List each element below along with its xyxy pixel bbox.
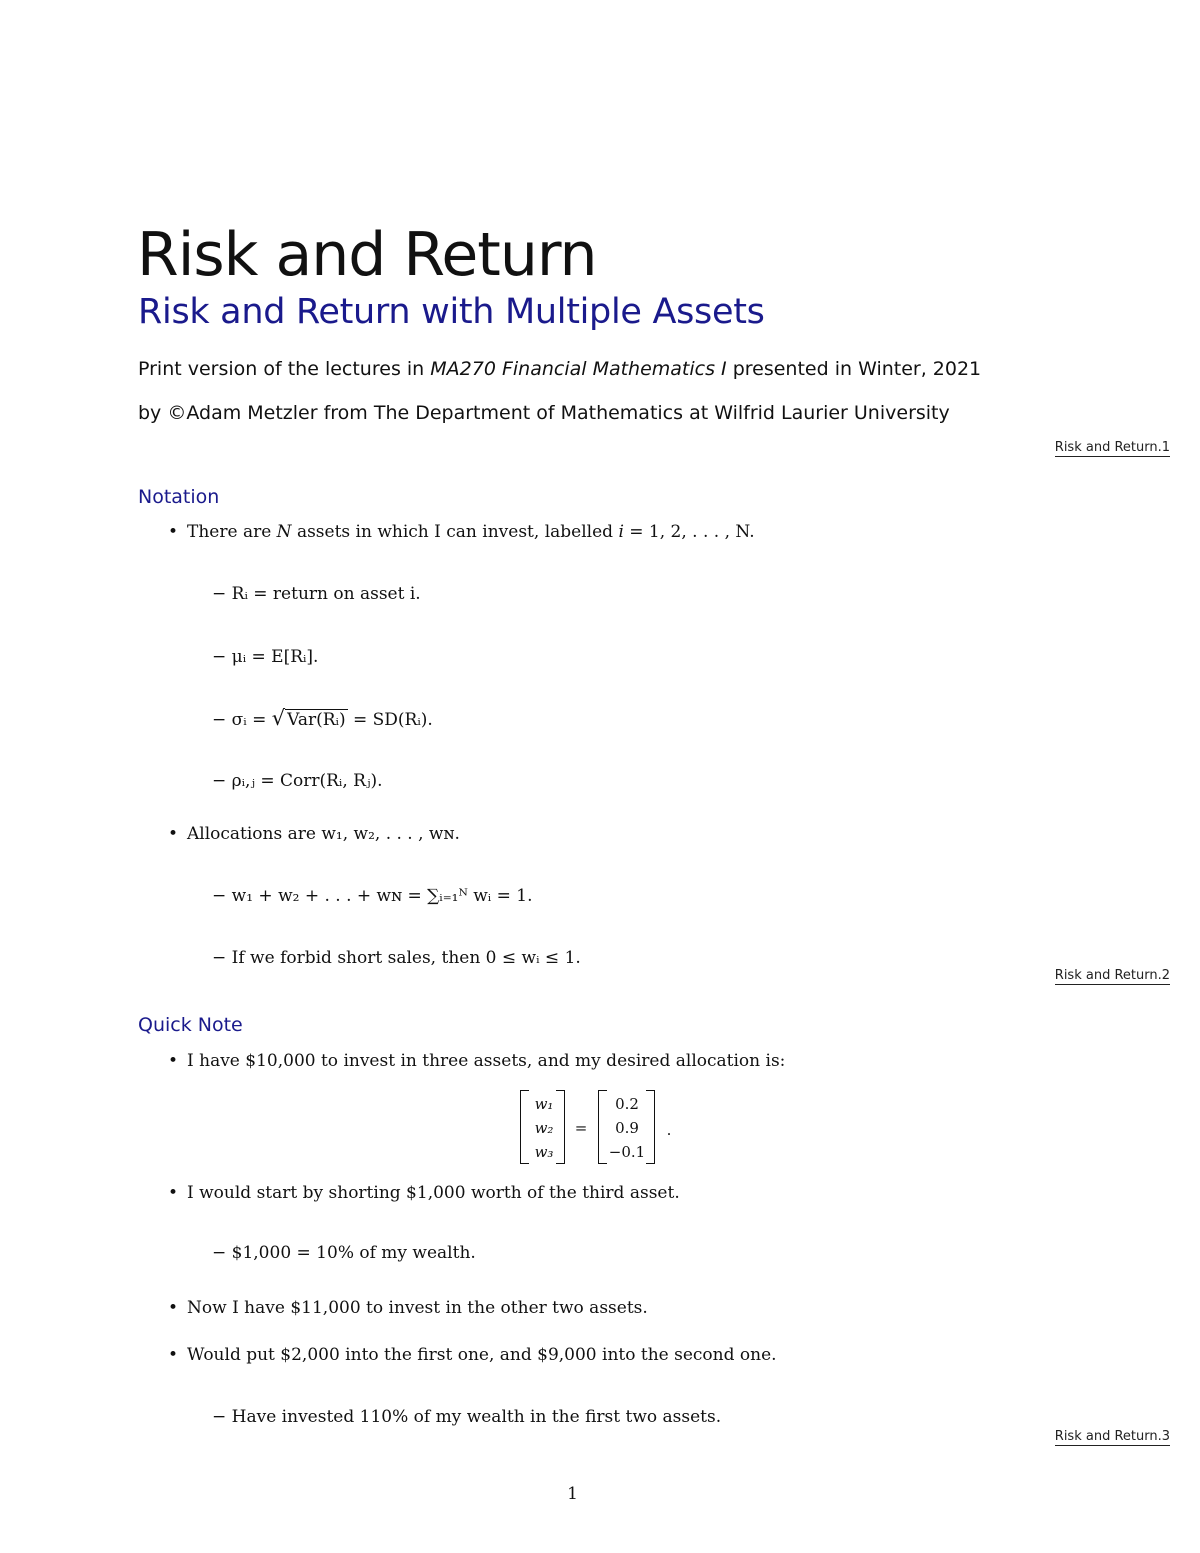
- bullet-shorting: [168, 1183, 680, 1203]
- bullet-dot: •: [168, 1051, 179, 1071]
- bracket-left-1: [520, 1090, 529, 1164]
- bullet-dot: •: [168, 1183, 179, 1203]
- slide-ref-3: Risk and Return.3: [1054, 1429, 1170, 1444]
- sqrt-symbol: √: [271, 706, 286, 730]
- section-heading-notation: Notation: [138, 486, 220, 508]
- sub-sd-pre: − σᵢ =: [212, 710, 272, 730]
- author-line: by ©Adam Metzler from The Department of Mathematics at Wilfrid Laurier University: [138, 402, 950, 424]
- sub-sd-def: [212, 706, 433, 730]
- sub-corr-def: − ρᵢ,ⱼ = Corr(Rᵢ, Rⱼ).: [212, 771, 383, 791]
- bullet-invest-text: I have $10,000 to invest in three assets, and my desired allocation is:: [187, 1051, 786, 1071]
- bullet-now-invest: [168, 1298, 648, 1318]
- page-title: Risk and Return: [137, 220, 597, 290]
- sub-sum-weights: − w₁ + w₂ + . . . + wɴ = ∑ᵢ₌₁ᴺ wᵢ = 1.: [212, 886, 533, 906]
- bullet-would-put: [168, 1345, 777, 1365]
- course-name: MA270 Financial Mathematics I: [430, 358, 727, 380]
- page-subtitle: Risk and Return with Multiple Assets: [138, 292, 765, 332]
- slide-ref-1: Risk and Return.1: [1054, 440, 1170, 455]
- bullet-assets: [168, 522, 755, 542]
- matrix-cell-v3: −0.1: [608, 1143, 646, 1161]
- bullet-dot: •: [168, 1345, 179, 1365]
- matrix-cell-w2: w₂: [534, 1119, 554, 1137]
- matrix-equals: =: [574, 1119, 588, 1137]
- bullet-dot: •: [168, 1298, 179, 1318]
- bullet-dot: •: [168, 824, 179, 844]
- sub-mean-def: − μᵢ = E[Rᵢ].: [212, 647, 319, 667]
- course-line-pre: Print version of the lectures in: [138, 358, 431, 380]
- bullet-assets-mid: assets in which I can invest, labelled: [291, 522, 619, 542]
- course-line: [138, 358, 981, 380]
- course-line-post: presented in Winter, 2021: [726, 358, 982, 380]
- slide-ref-2: Risk and Return.2: [1054, 968, 1170, 983]
- bullet-dot: •: [168, 522, 179, 542]
- bullet-invest: [168, 1051, 785, 1071]
- matrix-cell-v2: 0.9: [615, 1119, 639, 1137]
- sub-sd-post: = SD(Rᵢ).: [347, 710, 433, 730]
- section-heading-quick-note: Quick Note: [138, 1014, 243, 1036]
- bullet-assets-post: = 1, 2, . . . , N.: [623, 522, 755, 542]
- weights-vector: [530, 1092, 558, 1164]
- values-vector: [606, 1092, 648, 1164]
- matrix-period: .: [666, 1121, 672, 1139]
- math-N: N: [276, 522, 292, 542]
- bullet-allocations-text: Allocations are w₁, w₂, . . . , wɴ.: [187, 824, 460, 844]
- bracket-right-2: [646, 1090, 655, 1164]
- bullet-allocations: [168, 824, 460, 844]
- bullet-would-put-text: Would put $2,000 into the first one, and $9,000 into the second one.: [187, 1345, 777, 1365]
- matrix-cell-w3: w₃: [534, 1143, 554, 1161]
- sqrt-radicand: Var(Rᵢ): [287, 710, 346, 730]
- sub-return-def: − Rᵢ = return on asset i.: [212, 584, 421, 604]
- page-number: 1: [567, 1484, 578, 1504]
- sub-short-sales: − If we forbid short sales, then 0 ≤ wᵢ ≤ 1.: [212, 948, 581, 968]
- matrix-cell-w1: w₁: [534, 1095, 554, 1113]
- bullet-now-invest-text: Now I have $11,000 to invest in the other two assets.: [187, 1298, 648, 1318]
- sub-110-percent: − Have invested 110% of my wealth in the first two assets.: [212, 1407, 722, 1427]
- matrix-cell-v1: 0.2: [615, 1095, 639, 1113]
- bullet-assets-pre: There are: [187, 522, 277, 542]
- sub-ten-percent: − $1,000 = 10% of my wealth.: [212, 1243, 476, 1263]
- bracket-right-1: [556, 1090, 565, 1164]
- bullet-shorting-text: I would start by shorting $1,000 worth of the third asset.: [187, 1183, 680, 1203]
- math-i: i: [618, 522, 624, 542]
